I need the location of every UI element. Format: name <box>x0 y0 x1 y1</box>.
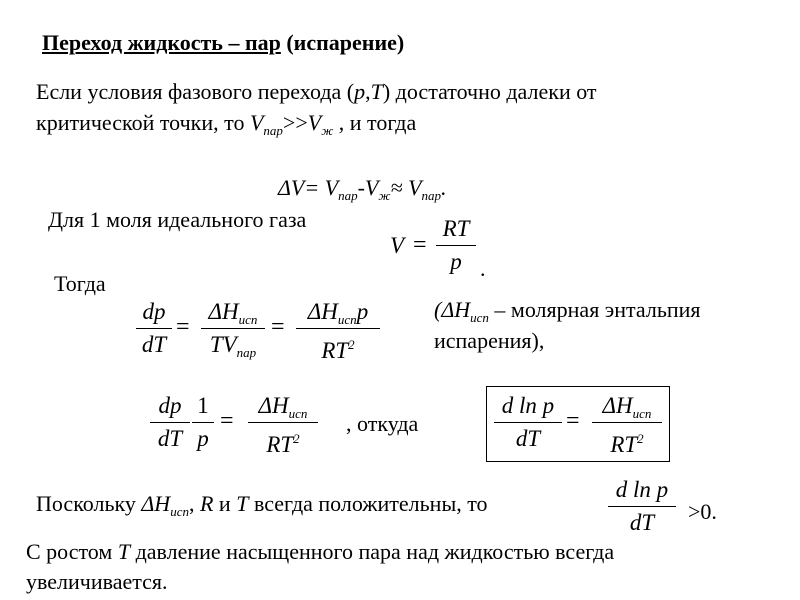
eq1-enthalpy-over-tv: $\Delta H_{исп}$ $TV_{пар}$ <box>201 298 265 359</box>
eq4-dlnp-dt: d ln p dT <box>608 476 676 537</box>
eq1-enthalpy-p-over-rt2: $\Delta H_{исп}p$ $RT^2$ <box>296 298 380 359</box>
ideal-gas-label: Для 1 моля идеального газа <box>48 207 307 232</box>
conclusion-line-2: увеличивается. <box>26 569 168 594</box>
eq1-dp-dt: dp dT <box>136 298 172 359</box>
ideal-gas-fraction: RT p <box>436 215 476 276</box>
eq2-dp-dt: dp dT <box>150 392 190 453</box>
then-label: Тогда <box>54 271 106 296</box>
eq2-equals: = <box>220 408 234 434</box>
whence-label: , откуда <box>346 411 419 436</box>
conclusion-line-1: С ростом T давление насыщенного пара над жидкостью всегда <box>26 539 615 564</box>
intro-line-1: Если условия фазового перехода (p,T) достаточно далеки от <box>36 79 597 104</box>
eq2-one-over-p: 1 p <box>192 392 214 453</box>
intro-line-2: критической точки, то $V_{пар}>>V_ж$ , и тогда <box>36 110 417 138</box>
delta-v-equation: $\Delta V= V_{пар}-V_ж\approx V_{пар}$. <box>278 175 447 203</box>
ideal-gas-equals: = <box>413 232 427 258</box>
eq1-equals-1: = <box>176 314 190 340</box>
ideal-gas-lhs: V <box>390 233 405 258</box>
page-title: Переход жидкость – пар (испарение) <box>42 30 405 55</box>
eq3-dlnp-dt: d ln p dT <box>494 392 562 453</box>
eq4-positive: >0. <box>688 499 717 524</box>
since-statement: Поскольку $\Delta H_{исп}$, R и T всегда положительны, то <box>36 491 488 519</box>
ideal-gas-dot: . <box>480 256 486 281</box>
eq2-enthalpy-over-rt2: $\Delta H_{исп}$ $RT^2$ <box>248 392 318 453</box>
eq3-equals: = <box>566 408 580 434</box>
enthalpy-note-line-2: испарения), <box>434 328 545 353</box>
eq3-enthalpy-over-rt2: $\Delta H_{исп}$ $RT^2$ <box>592 392 662 453</box>
eq1-equals-2: = <box>271 314 285 340</box>
enthalpy-note-line-1: ($\Delta H_{исп}$ – молярная энтальпия <box>434 297 701 325</box>
